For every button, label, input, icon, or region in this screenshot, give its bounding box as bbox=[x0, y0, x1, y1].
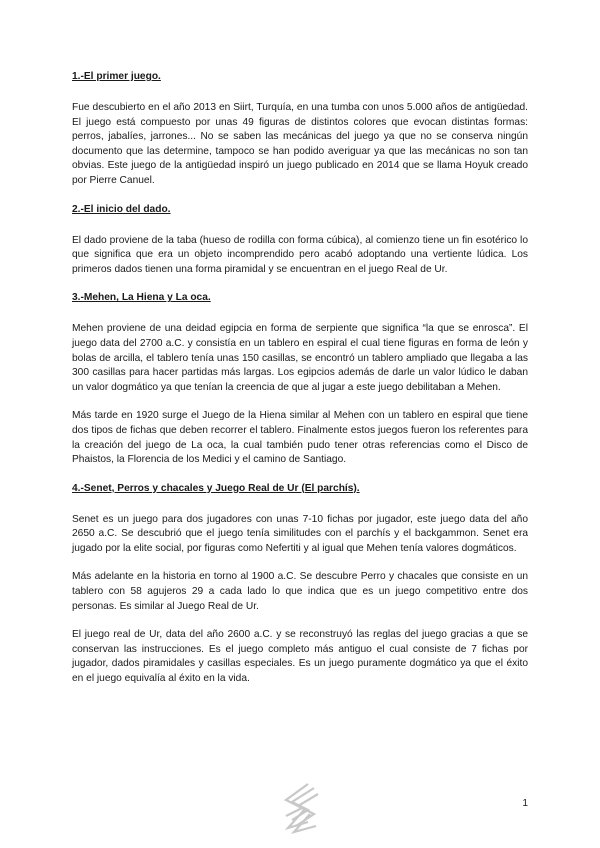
paragraph: El dado proviene de la taba (hueso de rodilla con forma cúbica), al comienzo tiene un fin esotérico lo que significa que era un objeto incomprendido pero acabó adoptando una vertiente lúdica. Los primeros dados tienen una forma piramidal y se encuentran en el juego Real de Ur. bbox=[72, 234, 528, 275]
section-heading: 3.-Mehen, La Hiena y La oca. bbox=[72, 292, 211, 304]
stylized-s-logo-icon bbox=[278, 782, 322, 836]
section-1 bbox=[72, 70, 528, 189]
section-2 bbox=[72, 203, 528, 278]
page-number: 1 bbox=[522, 798, 528, 809]
section-heading: 2.-El inicio del dado. bbox=[72, 203, 171, 215]
section-heading: 1.-El primer juego. bbox=[72, 71, 161, 82]
paragraph: Mehen proviene de una deidad egipcia en forma de serpiente que significa “la que se enrosca”. El juego data del 2700 a.C. y consistía en un tablero en espiral el cual tiene figuras en forma de león y bolas de arcilla, el tablero tenía unas 150 casillas, se encontró un tablero ampliado que llegaba a las 300 casillas para hacer partidas más largas. Los egipcios además de darle un valor lúdico le daban un valor dogmático ya que tenían la creencia de que al jugar a este juego debilitaban a Mehen. bbox=[72, 323, 528, 393]
paragraph: Fue descubierto en el año 2013 en Siirt, Turquía, en una tumba con unos 5.000 años de antigüedad. El juego está compuesto por unas 49 figuras de distintos colores que evocan distintas formas: perros, jabalíes, jarrones... No se saben las mecánicas del juego ya que no se conserva ningún documento que las determine, tampoco se han podido averiguar ya que las mecánicas no son tan obvias. Este juego de la antigüedad inspiró un juego publicado en 2014 que se llama Hoyuk creado por Pierre Canuel. bbox=[72, 102, 528, 186]
document-body bbox=[72, 70, 528, 701]
paragraph: El juego real de Ur, data del año 2600 a.C. y se reconstruyó las reglas del juego gracias a que se conservan las instrucciones. Es el juego completo más antiguo el cual consiste de 7 fichas por jugador, dados piramidales y casillas especiales. Es un juego puramente dogmático ya que el éxito en el juego equivalía al éxito en la vida. bbox=[72, 629, 528, 685]
section-4 bbox=[72, 482, 528, 687]
paragraph: Más adelante en la historia en torno al 1900 a.C. Se descubre Perro y chacales que consiste en un tablero con 58 agujeros 29 a cada lado lo que indica que es un juego competitivo entre dos personas. Es similar al Juego Real de Ur. bbox=[72, 571, 528, 612]
paragraph: Más tarde en 1920 surge el Juego de la Hiena similar al Mehen con un tablero en espiral que tiene dos tipos de fichas que deben recorrer el tablero. Finalmente estos juegos fueron los referentes para la creación del juego de La oca, la cual también pudo tener otras referencias como el Disco de Phaistos, la Florencia de los Medici y el camino de Santiago. bbox=[72, 410, 528, 466]
section-3 bbox=[72, 291, 528, 467]
paragraph: Senet es un juego para dos jugadores con unas 7-10 fichas por jugador, este juego data del año 2650 a.C. Se descubrió que el juego tenía similitudes con el parchís y el backgammon. Senet era jugado por la elite social, por figuras como Nefertiti y al igual que Mehen tenía valores dogmáticos. bbox=[72, 513, 528, 554]
section-heading: 4.-Senet, Perros y chacales y Juego Real de Ur (El parchís). bbox=[72, 482, 360, 494]
